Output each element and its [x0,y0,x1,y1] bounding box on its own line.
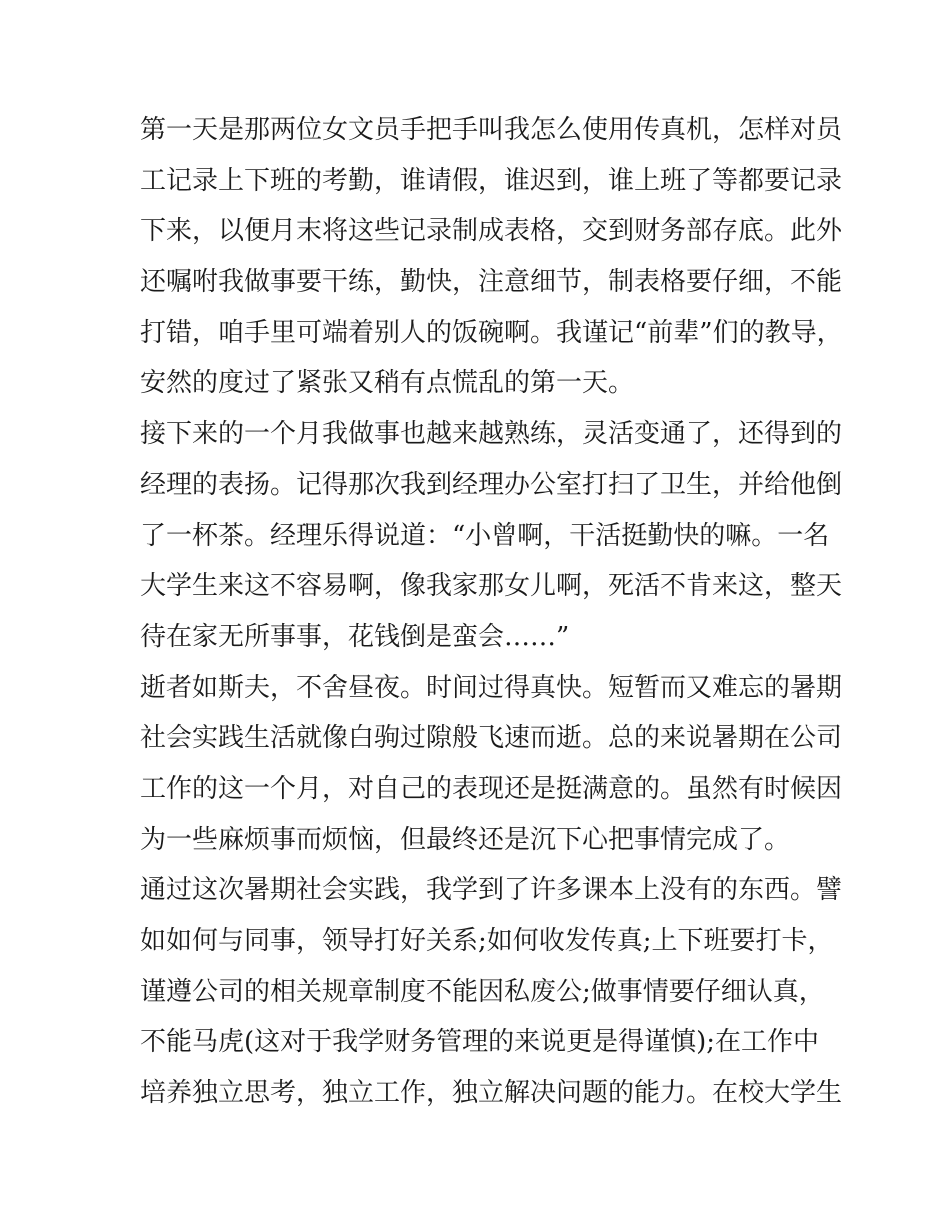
text-line: 经理的表扬。记得那次我到经理办公室打扫了卫生，并给他倒 [140,469,843,500]
text-line: 工记录上下班的考勤，谁请假，谁迟到，谁上班了等都要记录 [140,165,843,196]
text-line: 第一天是那两位女文员手把手叫我怎么使用传真机，怎样对员 [140,115,843,145]
text-line: 接下来的一个月我做事也越来越熟练，灵活变通了，还得到的 [140,419,843,450]
text-line: 了一杯茶。经理乐得说道：“小曾啊，干活挺勤快的嘛。一名 [140,520,830,551]
text-line: 打错，咱手里可端着别人的饭碗啊。我谨记“前辈”们的教导， [140,317,843,348]
text-line: 社会实践生活就像白驹过隙般飞速而逝。总的来说暑期在公司 [140,723,843,754]
text-line: 不能马虎(这对于我学财务管理的来说更是得谨慎);在工作中 [140,1027,820,1058]
text-line: 如如何与同事，领导打好关系;如何收发传真;上下班要打卡， [140,926,834,956]
text-line: 通过这次暑期社会实践，我学到了许多课本上没有的东西。譬 [140,875,843,906]
text-line: 工作的这一个月，对自己的表现还是挺满意的。虽然有时候因 [140,773,843,804]
text-line: 大学生来这不容易啊，像我家那女儿啊，死活不肯来这，整天 [140,571,843,602]
text-line: 逝者如斯夫，不舍昼夜。时间过得真快。短暂而又难忘的暑期 [140,672,843,703]
text-line: 谨遵公司的相关规章制度不能因私废公;做事情要仔细认真， [140,976,825,1007]
text-line: 还嘱咐我做事要干练，勤快，注意细节，制表格要仔细，不能 [140,267,843,298]
text-line: 下来，以便月末将这些记录制成表格，交到财务部存底。此外 [140,216,843,247]
text-line: 待在家无所事事，花钱倒是蛮会……” [140,621,570,652]
text-line: 安然的度过了紧张又稍有点慌乱的第一天。 [140,368,635,399]
document-page [140,105,843,1119]
text-line: 为一些麻烦事而烦恼，但最终还是沉下心把事情完成了。 [140,824,791,855]
text-line: 培养独立思考，独立工作，独立解决问题的能力。在校大学生 [140,1078,843,1109]
